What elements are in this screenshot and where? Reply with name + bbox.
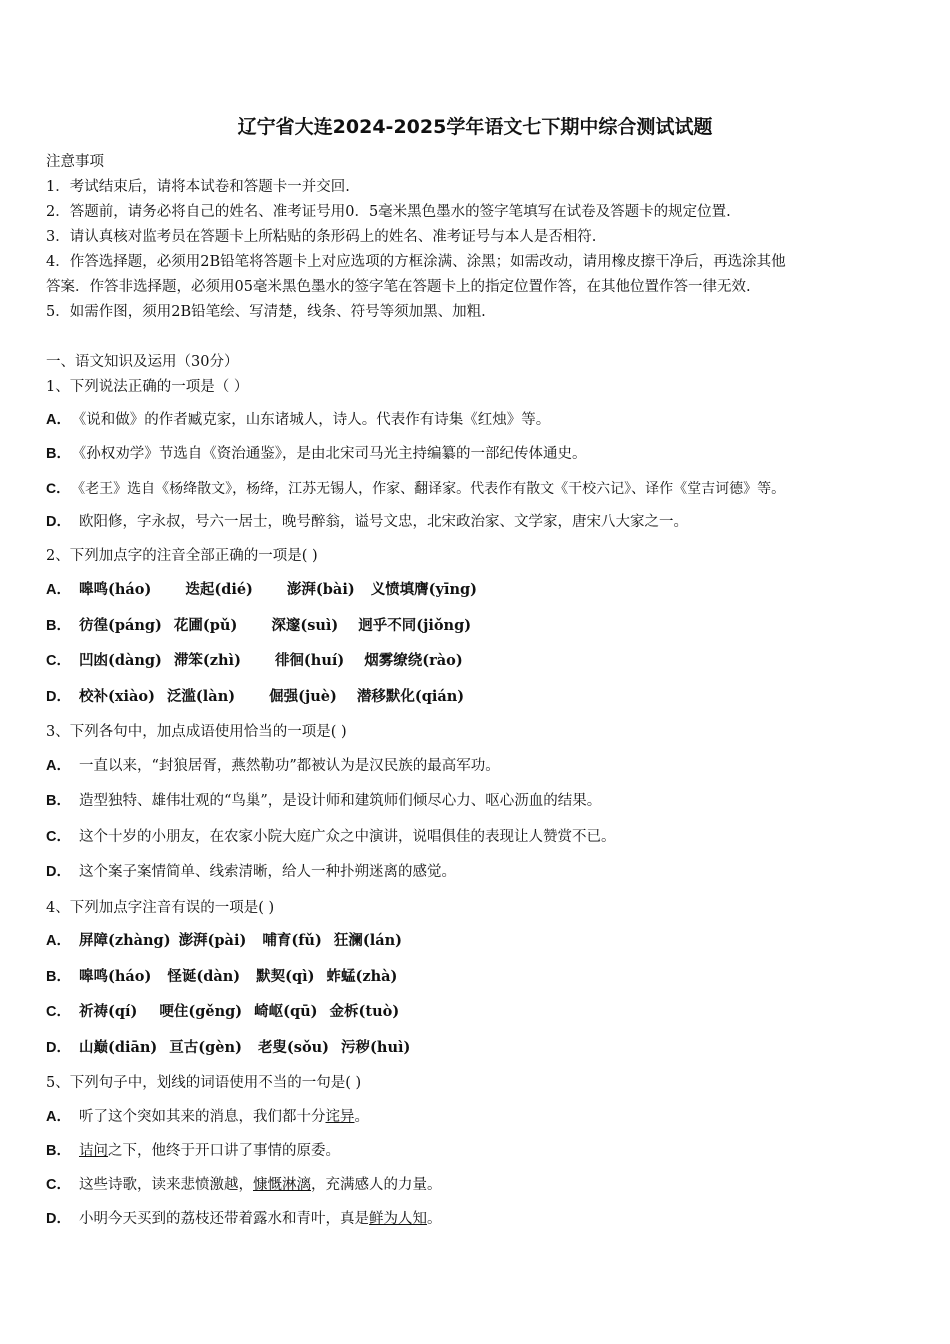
underlined-word: 鲜为人知: [368, 1211, 427, 1227]
notice-item: 3．请认真核对监考员在答题卡上所粘贴的条形码上的姓名、准考证号与本人是否相符.: [46, 229, 597, 245]
option-label: B．: [46, 793, 71, 809]
q4-option-d: [46, 1038, 426, 1058]
page-title: 辽宁省大连2024-2025学年语文七下期中综合测试试题: [237, 116, 713, 138]
q4-option-a: [46, 931, 418, 951]
question-stem: 4、下列加点字注音有误的一项是( ): [46, 900, 275, 916]
option-label: A．: [46, 1109, 71, 1125]
pinyin-word: 凹凼(dàng): [78, 652, 162, 669]
option-label: D．: [46, 1211, 71, 1227]
q1-option-c: [46, 478, 785, 499]
pinyin-word: 蚱蜢(zhà): [326, 968, 398, 985]
option-text: 这个十岁的小朋友，在农家小院大庭广众之中演讲，说唱俱佳的表现让人赞赏不已。: [78, 829, 616, 845]
pinyin-word: 哺育(fǔ): [262, 932, 322, 949]
option-label: A．: [46, 412, 71, 428]
option-label: B．: [46, 446, 71, 462]
pinyin-word: 澎湃(bài): [286, 581, 355, 598]
option-label: A．: [46, 758, 71, 774]
q5-option-c: [46, 1175, 441, 1195]
q5-option-b: [46, 1141, 340, 1161]
q5-option-a: [46, 1107, 369, 1127]
pinyin-word: 校补(xiào): [78, 688, 155, 705]
pinyin-word: 迥乎不同(jiǒng): [358, 617, 472, 634]
pinyin-word: 彷徨(páng): [78, 617, 162, 634]
pinyin-word: 嗥鸣(háo): [78, 581, 152, 598]
option-label: C．: [46, 653, 71, 669]
option-label: D．: [46, 1040, 71, 1056]
option-text: 这个案子案情简单、线索清晰，给人一种扑朔迷离的感觉。: [78, 864, 456, 880]
pinyin-word: 烟雾缭绕(rào): [364, 652, 463, 669]
q2-option-c: [46, 651, 479, 671]
q5-option-d: [46, 1209, 441, 1229]
option-label: A．: [46, 933, 71, 949]
question-stem: 2、下列加点字的注音全部正确的一项是( ): [46, 548, 318, 564]
q1-option-d: [46, 512, 688, 532]
pinyin-word: 怪诞(dàn): [167, 968, 241, 985]
underlined-word: 诘问: [78, 1143, 108, 1159]
option-text: 听了这个突如其来的消息，我们都十分: [78, 1109, 326, 1125]
underlined-word: 慷慨淋漓: [252, 1177, 311, 1193]
option-text: 。: [354, 1109, 369, 1125]
pinyin-word: 澎湃(pài): [178, 932, 247, 949]
option-label: B．: [46, 969, 71, 985]
q3-option-c: [46, 827, 615, 847]
q2-option-d: [46, 687, 480, 707]
notice-item: 4．作答选择题，必须用2B铅笔将答题卡上对应选项的方框涂满、涂黑；如需改动，请用橡皮擦干净后，再选涂其他: [46, 254, 786, 270]
q3-option-b: [46, 791, 601, 811]
pinyin-word: 狂澜(lán): [333, 932, 403, 949]
option-text: ，充满感人的力量。: [310, 1177, 442, 1193]
option-text: 欧阳修，字永叔，号六一居士，晚号醉翁，谥号文忠，北宋政治家、文学家，唐宋八大家之一。: [78, 514, 688, 530]
option-text: 小明今天买到的荔枝还带着露水和青叶，真是: [78, 1211, 369, 1227]
q1-option-b: [46, 444, 586, 464]
pinyin-word: 滞笨(zhì): [173, 652, 241, 669]
option-text: 《说和做》的作者臧克家，山东诸城人，诗人。代表作有诗集《红烛》等。: [78, 412, 551, 428]
pinyin-word: 泛滥(làn): [166, 688, 236, 705]
option-label: C．: [46, 829, 71, 845]
q3-option-d: [46, 862, 456, 882]
option-text: 这些诗歌，读来悲愤激越，: [78, 1177, 253, 1193]
option-text: 《老王》选自《杨绛散文》，杨绛，江苏无锡人，作家、翻译家。代表作有散文《干校六记》、译作《堂吉诃德》等。: [78, 481, 786, 497]
q4-option-b: [46, 967, 413, 987]
q4-option-c: [46, 1002, 415, 1022]
option-text: 。: [426, 1211, 442, 1227]
option-label: A．: [46, 582, 71, 598]
pinyin-word: 迭起(dié): [185, 581, 253, 598]
pinyin-word: 山巅(diān): [78, 1039, 158, 1056]
pinyin-word: 污秽(huì): [341, 1039, 411, 1056]
notice-item: 1．考试结束后，请将本试卷和答题卡一并交回.: [46, 179, 350, 195]
notice-item: 2．答题前，请务必将自己的姓名、准考证号用0．5毫米黑色墨水的签字笔填写在试卷及答题卡的规定位置.: [46, 204, 731, 220]
notice-item: 5．如需作图，须用2B铅笔绘、写清楚，线条、符号等须加黑、加粗.: [46, 304, 486, 320]
option-text: 之下，他终于开口讲了事情的原委。: [107, 1143, 340, 1159]
option-text: 《孙权劝学》节选自《资治通鉴》，是由北宋司马光主持编纂的一部纪传体通史。: [78, 446, 587, 462]
q2-option-b: [46, 616, 487, 636]
pinyin-word: 徘徊(huí): [274, 652, 345, 669]
option-label: C．: [46, 1004, 71, 1020]
question-stem: 3、下列各句中，加点成语使用恰当的一项是( ): [46, 724, 347, 740]
pinyin-word: 金柝(tuò): [329, 1003, 400, 1020]
pinyin-word: 屏障(zhàng): [78, 932, 171, 949]
option-text: 造型独特、雄伟壮观的“鸟巢”，是设计师和建筑师们倾尽心力、呕心沥血的结果。: [78, 793, 602, 809]
pinyin-word: 嗥鸣(háo): [78, 968, 152, 985]
q1-option-a: [46, 410, 550, 430]
notice-item: 答案．作答非选择题，必须用05毫米黑色墨水的签字笔在答题卡上的指定位置作答，在其他位置作答一律无效.: [46, 279, 751, 295]
pinyin-word: 深邃(suì): [271, 617, 339, 634]
option-label: D．: [46, 689, 71, 705]
option-label: C．: [46, 1177, 71, 1193]
pinyin-word: 老叟(sǒu): [257, 1039, 330, 1056]
pinyin-word: 花圃(pǔ): [173, 617, 238, 634]
pinyin-word: 哽住(gěng): [159, 1003, 243, 1020]
option-text: 一直以来，“封狼居胥，燕然勒功”都被认为是汉民族的最高军功。: [78, 758, 500, 774]
option-label: B．: [46, 618, 71, 634]
question-stem: 5、下列句子中，划线的词语使用不当的一句是( ): [46, 1075, 362, 1091]
q2-option-a: [46, 580, 493, 600]
pinyin-word: 倔强(juè): [269, 688, 337, 705]
q3-option-a: [46, 756, 500, 776]
notice-heading: 注意事项: [46, 154, 104, 170]
pinyin-word: 默契(qì): [256, 968, 315, 985]
pinyin-word: 潜移默化(qián): [356, 688, 465, 705]
pinyin-word: 亘古(gèn): [169, 1039, 242, 1056]
underlined-word: 诧异: [325, 1109, 355, 1125]
pinyin-word: 义愤填膺(yīng): [370, 581, 478, 598]
pinyin-word: 崎岖(qū): [254, 1003, 318, 1020]
section-heading: 一、语文知识及运用（30分）: [46, 354, 239, 370]
option-label: B．: [46, 1143, 71, 1159]
pinyin-word: 祈祷(qí): [78, 1003, 138, 1020]
question-stem: 1、下列说法正确的一项是（ ）: [46, 379, 249, 395]
option-label: C．: [46, 480, 71, 496]
option-label: D．: [46, 864, 71, 880]
option-label: D．: [46, 514, 71, 530]
